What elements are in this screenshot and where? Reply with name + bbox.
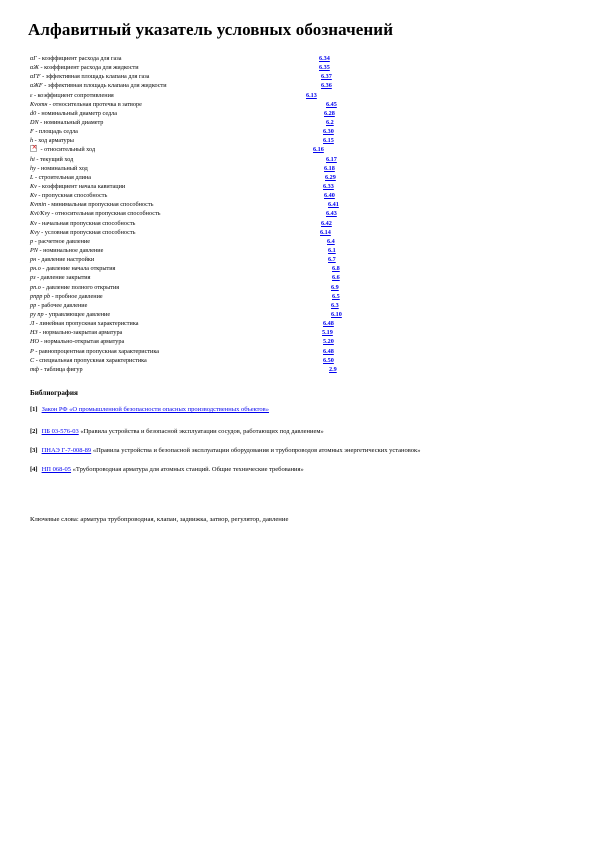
bibliography-link[interactable]: НП 068-05 xyxy=(41,466,72,473)
index-symbol: pу пр xyxy=(30,310,44,318)
index-row xyxy=(30,337,360,346)
index-row xyxy=(30,182,360,191)
index-description: - коэффициент расхода для газа xyxy=(36,55,122,62)
index-reference-link[interactable]: 6.3 xyxy=(331,301,339,309)
index-description: - рабочее давление xyxy=(36,301,88,309)
index-row xyxy=(30,347,360,356)
index-row xyxy=(30,200,360,209)
index-row xyxy=(30,145,360,154)
index-description: - минимальная пропускная способность xyxy=(46,201,154,209)
index-description: - давление начала открытия xyxy=(40,265,116,273)
index-symbol: αГF xyxy=(30,73,41,81)
index-description: - относительная пропускная способность xyxy=(49,210,161,218)
index-description: - номинальное давление xyxy=(37,246,104,254)
index-row xyxy=(30,63,360,72)
index-reference-link[interactable]: 6.30 xyxy=(323,128,334,136)
index-description: - номинальный диаметр седла xyxy=(36,109,117,117)
index-row xyxy=(30,118,360,127)
index-description: - коэффициент сопротивления xyxy=(32,91,114,99)
index-description: - строительная длина xyxy=(33,173,92,181)
index-description: - пропускная способность xyxy=(36,192,108,200)
bibliography-link[interactable]: ПНАЭ Г-7-008-89 xyxy=(41,447,92,454)
index-symbol: pн xyxy=(30,256,37,264)
index-description: - управляющее давление xyxy=(43,310,111,318)
index-reference-link[interactable]: 6.5 xyxy=(332,292,340,300)
index-row xyxy=(30,100,360,109)
index-symbol: Kv xyxy=(30,192,37,200)
index-reference-link[interactable]: 6.48 xyxy=(323,347,334,355)
index-symbol: pп.о xyxy=(30,283,41,291)
index-symbol: Л xyxy=(30,320,35,328)
index-reference-link[interactable]: 6.28 xyxy=(324,109,335,117)
index-row xyxy=(30,319,360,328)
index-symbol: С xyxy=(30,356,35,364)
index-row xyxy=(30,255,360,264)
index-symbol: тф xyxy=(30,365,39,373)
index-symbol: DN xyxy=(30,118,39,126)
index-description: - расчетное давление xyxy=(33,237,90,245)
index-description: - эффективная площадь клапана для жидкости xyxy=(42,82,167,90)
index-symbol: pз xyxy=(30,274,36,282)
index-row xyxy=(30,155,360,164)
index-symbol: d0 xyxy=(30,109,37,117)
index-row xyxy=(30,109,360,118)
index-description: - нормально-закрытая арматура xyxy=(37,329,123,337)
index-row xyxy=(30,91,360,100)
index-reference-link[interactable]: 6.40 xyxy=(324,192,335,200)
index-reference-link[interactable]: 6.43 xyxy=(326,210,337,218)
index-row xyxy=(30,81,360,90)
index-description: - ход арматуры xyxy=(33,137,74,145)
bibliography-heading: Библиография xyxy=(30,389,78,397)
index-reference-link[interactable]: 6.45 xyxy=(326,100,337,108)
index-symbol: αЖF xyxy=(30,82,43,90)
index-symbol: Kv xyxy=(30,219,37,227)
index-description: - начальная пропускная способность xyxy=(36,219,136,227)
index-reference-link[interactable]: 6.7 xyxy=(328,256,336,264)
index-symbol: pр xyxy=(30,301,37,309)
index-symbol: p xyxy=(30,237,34,245)
index-row xyxy=(30,356,360,365)
index-symbol: h xyxy=(30,137,34,145)
index-reference-link[interactable]: 6.34 xyxy=(319,55,330,62)
index-row xyxy=(30,54,360,63)
index-reference-link[interactable]: 6.1 xyxy=(328,246,336,254)
index-description: - давление закрытия xyxy=(35,274,91,282)
index-symbol: αГ xyxy=(30,55,37,62)
index-symbol: PN xyxy=(30,246,38,254)
index-symbol: НО xyxy=(30,338,39,346)
index-symbol: pпрр pb xyxy=(30,292,51,300)
index-row xyxy=(30,127,360,136)
index-description: - номинальный ход xyxy=(35,164,88,172)
index-description: - эффективная площадь клапана для газа xyxy=(40,73,150,81)
index-description: - пробное давление xyxy=(50,292,103,300)
keywords: Ключевые слова: арматура трубопроводная, клапан, задвижка, затвор, регулятор, давление xyxy=(30,516,289,523)
index-row xyxy=(30,164,360,173)
index-reference-link[interactable]: 6.48 xyxy=(323,320,334,328)
index-symbol: НЗ xyxy=(30,329,38,337)
index-reference-link[interactable]: 6.29 xyxy=(325,173,336,181)
index-reference-link[interactable]: 6.14 xyxy=(320,228,331,236)
index-reference-link[interactable]: 6.42 xyxy=(321,219,332,227)
index-row xyxy=(30,219,360,228)
index-reference-link[interactable]: 6.35 xyxy=(319,64,330,72)
index-row xyxy=(30,328,360,337)
bibliography-item-4: [4] НП 068-05 «Трубопроводная арматура для атомных станций. Общие технические требования» xyxy=(30,466,304,473)
index-reference-link[interactable]: 6.4 xyxy=(327,237,335,245)
index-row xyxy=(30,191,360,200)
index-reference-link[interactable]: 5.20 xyxy=(323,338,334,346)
index-row xyxy=(30,228,360,237)
index-symbol: αЖ xyxy=(30,64,39,72)
index-row xyxy=(30,301,360,310)
index-row xyxy=(30,237,360,246)
index-reference-link[interactable]: 6.36 xyxy=(321,82,332,90)
index-row xyxy=(30,264,360,273)
index-description: - текущий ход xyxy=(34,155,74,163)
index-symbol: hy xyxy=(30,164,36,172)
index-symbol: Kvy xyxy=(30,228,40,236)
bibliography-item-1: [1] Закон РФ «О промышленной безопасности опасных производственных объектов» xyxy=(30,406,269,413)
index-reference-link[interactable]: 6.37 xyxy=(321,73,332,81)
index-reference-link[interactable]: 6.18 xyxy=(324,164,335,172)
index-reference-link[interactable]: 5.19 xyxy=(322,329,333,337)
broken-image-icon xyxy=(30,145,37,152)
index-reference-link[interactable]: 6.10 xyxy=(331,310,342,318)
index-row xyxy=(30,173,360,182)
index-reference-link[interactable]: 6.8 xyxy=(332,265,340,273)
index-row xyxy=(30,283,360,292)
index-reference-link[interactable]: 2.9 xyxy=(329,365,337,373)
index-reference-link[interactable]: 6.13 xyxy=(306,91,317,99)
index-row xyxy=(30,246,360,255)
index-symbol: Р xyxy=(30,347,34,355)
index-row xyxy=(30,209,360,218)
bibliography-link[interactable]: ПБ 03-576-03 xyxy=(41,428,79,435)
index-description: - относительная протечка в затворе xyxy=(47,100,142,108)
symbol-index xyxy=(30,54,360,374)
index-description: - нормально-открытая арматура xyxy=(38,338,125,346)
index-symbol: L xyxy=(30,173,34,181)
index-description: - давление полного открытия xyxy=(40,283,120,291)
index-row xyxy=(30,292,360,301)
index-row xyxy=(30,72,360,81)
index-description: - таблица фигур xyxy=(38,365,83,373)
index-reference-link[interactable]: 6.15 xyxy=(323,137,334,145)
index-description: - специальная пропускная характеристика xyxy=(34,356,147,364)
index-symbol: F xyxy=(30,128,34,136)
index-description: - относительный ход xyxy=(39,146,96,154)
index-description: - условная пропускная способность xyxy=(39,228,136,236)
index-row xyxy=(30,273,360,282)
index-symbol: Kvmin xyxy=(30,201,47,209)
bibliography-item-3: [3] ПНАЭ Г-7-008-89 «Правила устройства и безопасной эксплуатации оборудования и трубопроводов атомных энергетических установок» xyxy=(30,447,421,454)
index-reference-link[interactable]: 6.41 xyxy=(328,201,339,209)
index-reference-link[interactable]: 6.2 xyxy=(326,118,334,126)
index-reference-link[interactable]: 6.6 xyxy=(332,274,340,282)
index-row xyxy=(30,136,360,145)
bibliography-item-2: [2] ПБ 03-576-03 «Правила устройства и безопасной эксплуатации сосудов, работающих под давлением» xyxy=(30,428,324,435)
index-row xyxy=(30,310,360,319)
index-reference-link[interactable]: 6.17 xyxy=(326,155,337,163)
index-reference-link[interactable]: 6.9 xyxy=(331,283,339,291)
index-reference-link[interactable]: 6.16 xyxy=(313,146,324,154)
index-description: - номинальный диаметр xyxy=(38,118,104,126)
index-symbol: ε xyxy=(30,91,33,99)
index-row xyxy=(30,365,360,374)
index-symbol: Kvотн xyxy=(30,100,48,108)
index-description: - линейная пропускная характеристика xyxy=(34,320,139,328)
index-description: - коэффициент начала кавитации xyxy=(36,182,126,190)
index-description: - площадь седла xyxy=(33,128,78,136)
index-reference-link[interactable]: 6.33 xyxy=(323,182,334,190)
page-title: Алфавитный указатель условных обозначений xyxy=(28,20,394,39)
bibliography-link[interactable]: Закон РФ «О промышленной безопасности опасных производственных объектов» xyxy=(41,406,269,413)
index-symbol: Kvi/Kvy xyxy=(30,210,50,218)
index-reference-link[interactable]: 6.50 xyxy=(323,356,334,364)
index-symbol: Kv xyxy=(30,182,37,190)
index-description: - равнопроцентная пропускная характеристика xyxy=(33,347,160,355)
index-symbol: hi xyxy=(30,155,35,163)
index-symbol: pн.о xyxy=(30,265,41,273)
index-description: - коэффициент расхода для жидкости xyxy=(38,64,139,72)
index-description: - давление настройки xyxy=(36,256,95,264)
